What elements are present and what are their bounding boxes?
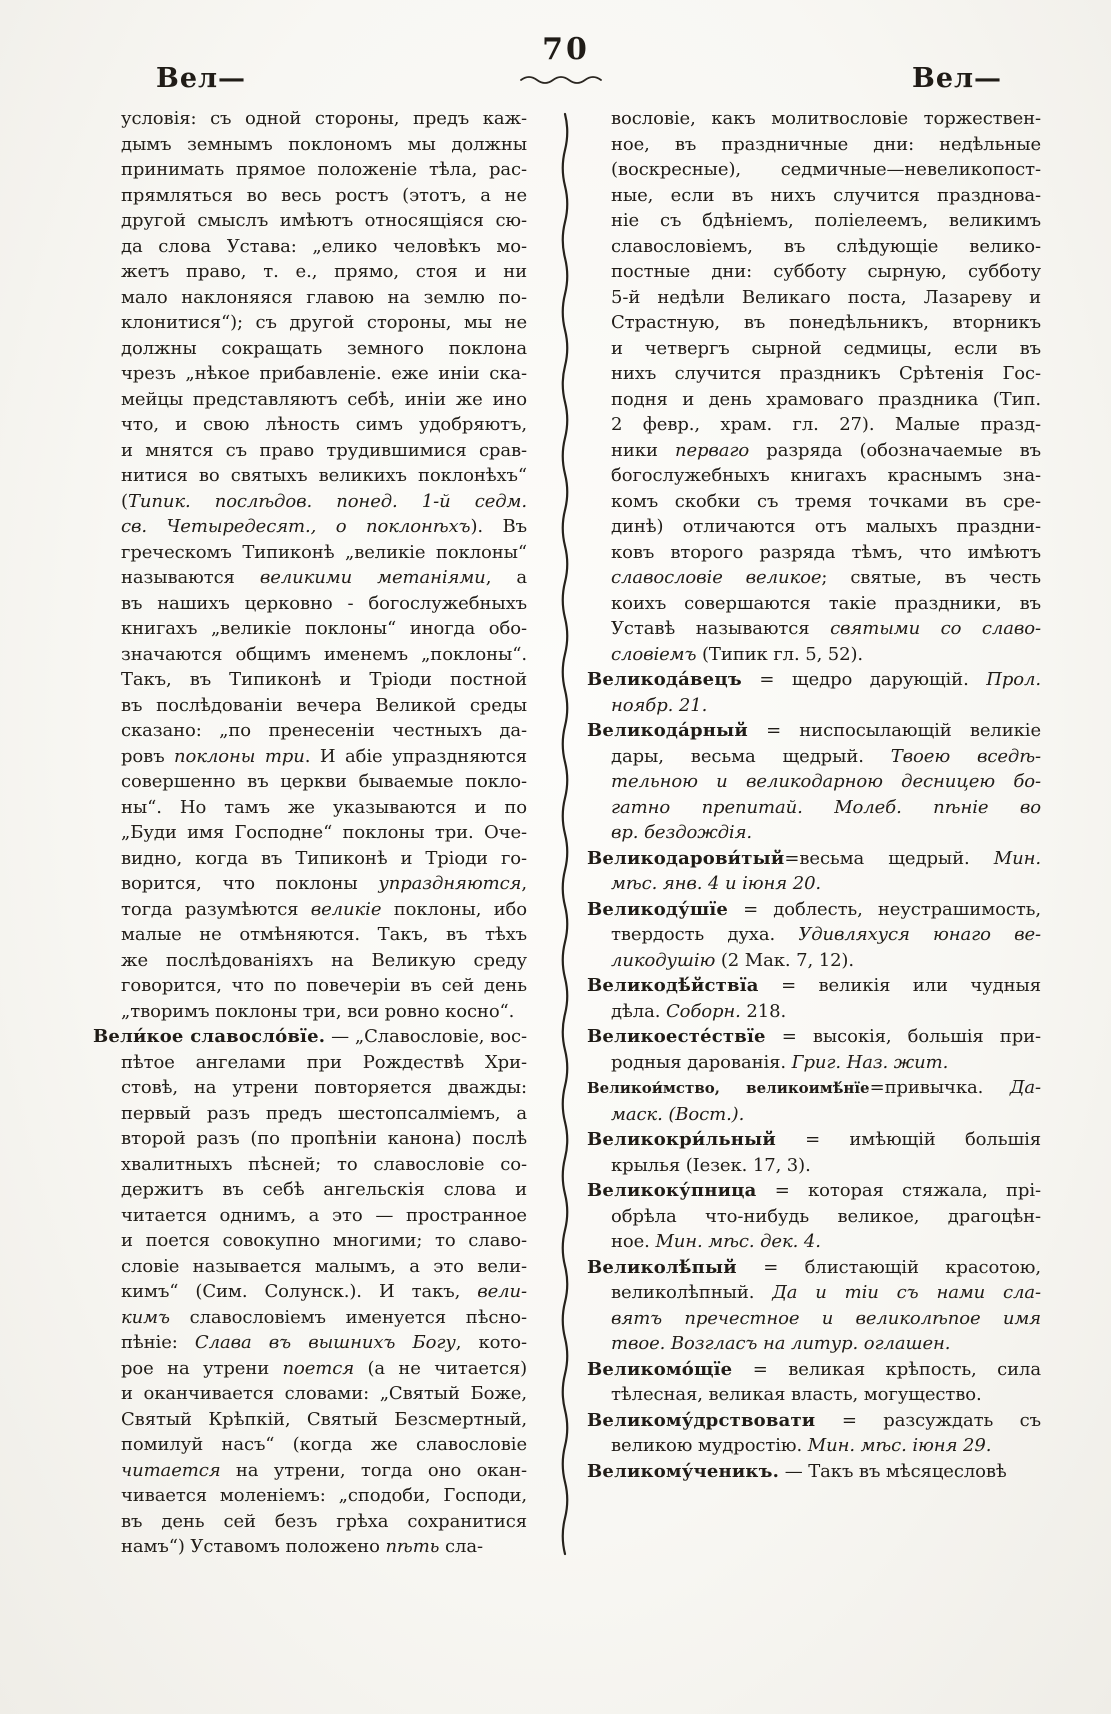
citation-italic: святыми со славо- bbox=[830, 618, 1041, 639]
text-line: намъ“) Уставомъ положено пѣть сла- bbox=[121, 1536, 483, 1557]
page-number: 70 bbox=[542, 32, 590, 67]
citation-italic: поклоны три bbox=[174, 745, 305, 767]
text-line: ковъ второго разряда тѣмъ, что имѣютъ bbox=[611, 541, 1041, 563]
paragraph-block bbox=[587, 106, 1041, 667]
headword: Великои́мство, великоимѣ́нїе bbox=[587, 1079, 870, 1097]
text-line: читается однимъ, а это — пространное bbox=[121, 1204, 527, 1226]
text-line: Великода́вецъ = щедро дарующій. Прол. bbox=[587, 669, 1041, 690]
text-line: ные, если въ нихъ случится празднова- bbox=[611, 184, 1041, 206]
citation-italic: Удивляхуся юнаго ве- bbox=[798, 924, 1041, 945]
citation-italic: кимъ bbox=[121, 1306, 170, 1328]
text-line: ное. Мин. мѣс. дек. 4. bbox=[611, 1231, 821, 1252]
text-line: рое на утрени поется (а не читается) bbox=[121, 1357, 527, 1379]
text-line: Великода́рный = ниспосылающій великіе bbox=[587, 720, 1041, 741]
text-line: въ день сей безъ грѣха сохранитися bbox=[121, 1510, 527, 1532]
entry-block bbox=[587, 1178, 1041, 1255]
text-line: дѣла. Соборн. 218. bbox=[611, 1000, 787, 1022]
running-head-left: Вел— bbox=[156, 63, 247, 94]
text-line: греческомъ Типиконѣ „великіе поклоны“ bbox=[121, 541, 527, 563]
text-line bbox=[587, 820, 1041, 846]
headword: Великолѣ́пый bbox=[587, 1256, 737, 1278]
headword: Великодѣ́йствїа bbox=[587, 975, 759, 996]
text-line: и поется совокупно многими; то славо- bbox=[121, 1230, 527, 1251]
citation-italic: читается bbox=[121, 1459, 221, 1481]
text-line: Страстную, въ понедѣльникъ, вторникъ bbox=[611, 312, 1041, 333]
text-line: мейцы представляютъ себѣ, иніи же ино bbox=[121, 388, 527, 410]
text-line: словіемъ (Типик гл. 5, 52). bbox=[611, 643, 864, 665]
headword: Великоку́пница bbox=[587, 1180, 757, 1201]
text-line: Великому́ченикъ. — Такъ въ мѣсяцесловѣ bbox=[587, 1460, 1007, 1482]
citation-italic: Григ. Наз. жит. bbox=[791, 1051, 949, 1073]
text-line: и мнятся съ право трудившимися срав- bbox=[121, 439, 527, 461]
text-line: обрѣла что-нибудь великое, драгоцѣн- bbox=[611, 1205, 1041, 1227]
text-line bbox=[587, 769, 1041, 795]
text-line: родныя дарованія. Григ. Наз. жит. bbox=[611, 1051, 949, 1073]
citation-italic: Прол. bbox=[986, 669, 1041, 690]
text-line: въ нашихъ церковно - богослужебныхъ bbox=[121, 592, 527, 614]
text-line: чрезъ „нѣкое прибавленіе. еже иніи ска- bbox=[121, 363, 527, 384]
text-line bbox=[587, 795, 1041, 821]
text-line: же послѣдованіяхъ на Великую среду bbox=[121, 949, 527, 971]
citation-italic: твое. Возгласъ на литур. оглашен. bbox=[611, 1333, 951, 1354]
citation-italic: тельною и великодарною десницею бо- bbox=[611, 771, 1041, 792]
text-line: кимъ“ (Сим. Солунск.). И такъ, вели- bbox=[121, 1281, 527, 1302]
entry-block bbox=[93, 1024, 527, 1560]
citation-italic: Твоею вседѣ- bbox=[890, 745, 1041, 767]
text-line: твердость духа. Удивляхуся юнаго ве- bbox=[611, 924, 1041, 945]
entry-block bbox=[587, 1408, 1041, 1459]
text-line: пѣніе: Слава въ вышнихъ Богу, кото- bbox=[121, 1332, 527, 1353]
text-line: комъ скобки съ тремя точками въ сре- bbox=[611, 490, 1041, 512]
citation-italic: упраздняются bbox=[378, 873, 522, 894]
entry-block bbox=[587, 1075, 1041, 1127]
text-line: „творимъ поклоны три, вси ровно косно“. bbox=[121, 1000, 515, 1022]
entry-block bbox=[587, 1255, 1041, 1357]
text-line: пѣтое ангелами при Рождествѣ Хри- bbox=[121, 1051, 527, 1073]
text-line: 2 февр., храм. гл. 27). Малые празд- bbox=[611, 414, 1041, 435]
text-line: говорится, что по повечеріи въ сей день bbox=[121, 975, 527, 996]
text-line bbox=[587, 1102, 1041, 1128]
text-line: Великоесте́ствїе = высокія, большія при- bbox=[587, 1026, 1041, 1047]
text-line: динѣ) отличаются отъ малыхъ праздни- bbox=[611, 516, 1041, 537]
headword: Великому́дрствовати bbox=[587, 1409, 816, 1431]
text-line: держитъ въ себѣ ангельскія слова и bbox=[121, 1179, 527, 1200]
text-line: ники перваго разряда (обозначаемые въ bbox=[611, 439, 1041, 461]
citation-italic: великіе bbox=[310, 898, 382, 920]
citation-italic: Да и тіи съ нами сла- bbox=[772, 1282, 1041, 1303]
citation-italic: перваго bbox=[674, 439, 750, 461]
citation-italic: Типик. послѣдов. понед. 1-й седм. bbox=[127, 490, 527, 512]
text-line: (воскресные), седмичные—невеликопост- bbox=[611, 159, 1041, 180]
text-line: и оканчивается словами: „Святый Боже, bbox=[121, 1383, 527, 1404]
headword: Вели́кое славосло́вїе. bbox=[93, 1026, 326, 1047]
headword: Великоду́шїе bbox=[587, 898, 729, 920]
text-line: чивается моленіемъ: „сподоби, Господи, bbox=[121, 1485, 527, 1506]
text-line: читается на утрени, тогда оно окан- bbox=[121, 1459, 527, 1481]
entry-block bbox=[587, 1127, 1041, 1178]
citation-italic: поется bbox=[282, 1357, 355, 1379]
text-line: славословіе великое; святые, въ честь bbox=[611, 567, 1041, 588]
text-line: прямляться во весь ростъ (этотъ, а не bbox=[121, 184, 527, 206]
text-line: ликодушію (2 Мак. 7, 12). bbox=[611, 949, 854, 971]
entry-block bbox=[587, 973, 1041, 1024]
headword: Великому́ченикъ. bbox=[587, 1460, 780, 1482]
citation-italic: мѣс. янв. 4 и іюня 20. bbox=[611, 873, 822, 894]
text-line: въ послѣдованіи вечера Великой среды bbox=[121, 694, 527, 716]
text-line bbox=[587, 1331, 1041, 1357]
citation-italic: вр. бездождія. bbox=[611, 822, 753, 843]
text-line: Великолѣ́пый = блистающій красотою, bbox=[587, 1256, 1041, 1278]
column-right bbox=[587, 106, 1041, 1484]
text-line: стовѣ, на утрени повторяется дважды: bbox=[121, 1077, 527, 1098]
text-line: ны“. Но тамъ же указываются и по bbox=[121, 796, 527, 818]
text-line: вословіе, какъ молитвословіе торжествен- bbox=[611, 108, 1041, 129]
text-line: 5-й недѣли Великаго поста, Лазареву и bbox=[611, 286, 1041, 308]
text-line: да слова Устава: „елико человѣкъ мо- bbox=[121, 235, 527, 257]
text-line: ное, въ праздничные дни: недѣльные bbox=[611, 133, 1041, 155]
text-line: клонитися“); съ другой стороны, мы не bbox=[121, 312, 527, 333]
text-line: ворится, что поклоны упраздняются, bbox=[121, 873, 527, 894]
text-line: нихъ случится праздникъ Срѣтенія Гос- bbox=[611, 363, 1041, 384]
entry-block bbox=[587, 1459, 1041, 1485]
text-line: Великоду́шїе = доблесть, неустрашимость, bbox=[587, 898, 1041, 920]
text-line: и четвергъ сырной седмицы, если въ bbox=[611, 337, 1041, 359]
citation-italic: великими метаніями bbox=[259, 567, 486, 588]
citation-italic: маск. (Вост.). bbox=[611, 1103, 745, 1125]
text-line: Великокри́льный = имѣющій большія bbox=[587, 1129, 1041, 1150]
entry-block bbox=[587, 667, 1041, 718]
entry-block bbox=[587, 1357, 1041, 1408]
citation-italic: словіемъ bbox=[611, 643, 697, 665]
text-line: другой смыслъ имѣютъ относящіяся сю- bbox=[121, 210, 527, 231]
headword: Великомо́щїе bbox=[587, 1358, 733, 1380]
text-line bbox=[587, 693, 1041, 719]
column-left bbox=[93, 106, 527, 1560]
headword: Великокри́льный bbox=[587, 1129, 776, 1150]
text-line: крылья (Іезек. 17, 3). bbox=[611, 1154, 811, 1176]
citation-italic: Мин. bbox=[993, 847, 1041, 869]
text-line: великою мудростію. Мин. мѣс. іюня 29. bbox=[611, 1435, 992, 1456]
text-line: великолѣпный. Да и тіи съ нами сла- bbox=[611, 1282, 1041, 1303]
entry-block bbox=[587, 897, 1041, 974]
column-divider bbox=[558, 112, 572, 1560]
text-line: Великодарови́тый=весьма щедрый. Мин. bbox=[587, 847, 1041, 869]
citation-italic: Слава въ вышнихъ Богу bbox=[194, 1332, 456, 1353]
text-line: Великодѣ́йствїа = великія или чудныя bbox=[587, 975, 1041, 996]
headword: Великода́рный bbox=[587, 720, 748, 741]
running-head-right: Вел— bbox=[912, 63, 1003, 94]
text-line: второй разъ (по пропѣніи канона) послѣ bbox=[121, 1128, 527, 1149]
text-line: „Буди имя Господне“ поклоны три. Оче- bbox=[121, 822, 527, 843]
citation-italic: Соборн. bbox=[665, 1000, 741, 1022]
headword: Великода́вецъ bbox=[587, 669, 742, 690]
text-line: ніе съ бдѣніемъ, поліелеемъ, великимъ bbox=[611, 210, 1041, 231]
text-line: хвалитныхъ пѣсней; то славословіе со- bbox=[121, 1153, 527, 1175]
headword: Великоесте́ствїе bbox=[587, 1026, 766, 1047]
entry-block bbox=[587, 846, 1041, 897]
text-line: должны сокращать земного поклона bbox=[121, 337, 527, 359]
citation-italic: гатно препитай. Молеб. пѣніе во bbox=[611, 796, 1041, 818]
citation-italic: Мин. мѣс. дек. 4. bbox=[655, 1231, 821, 1252]
text-line: Великому́дрствовати = разсуждать съ bbox=[587, 1409, 1041, 1431]
text-line: Вели́кое славосло́вїе. — „Славословіе, вос- bbox=[93, 1026, 527, 1047]
text-line: (Типик. послѣдов. понед. 1-й седм. bbox=[121, 490, 527, 512]
text-line: сказано: „по пренесеніи честныхъ да- bbox=[121, 720, 527, 741]
citation-italic: Мин. мѣс. іюня 29. bbox=[807, 1435, 992, 1456]
text-line: кимъ славословіемъ именуется пѣсно- bbox=[121, 1306, 527, 1328]
text-line: книгахъ „великіе поклоны“ иногда обо- bbox=[121, 618, 527, 639]
text-line: значаются общимъ именемъ „поклоны“. bbox=[121, 643, 527, 665]
text-line: малые не отмѣняются. Такъ, въ тѣхъ bbox=[121, 924, 527, 945]
citation-italic: св. Четыредесят., о поклонѣхъ bbox=[121, 516, 471, 537]
text-line: славословіемъ, въ слѣдующіе велико- bbox=[611, 235, 1041, 257]
text-line: Такъ, въ Типиконѣ и Тріоди постной bbox=[121, 669, 527, 690]
text-line: подня и день храмоваго праздника (Тип. bbox=[611, 388, 1041, 410]
citation-italic: ноябр. 21. bbox=[611, 694, 708, 716]
text-line: Великои́мство, великоимѣ́нїе=привычка. Да- bbox=[587, 1077, 1041, 1098]
text-line: св. Четыредесят., о поклонѣхъ). Въ bbox=[121, 516, 527, 537]
citation-italic: ликодушію bbox=[611, 949, 716, 971]
text-line: принимать прямое положеніе тѣла, рас- bbox=[121, 159, 527, 180]
text-line: нитися во святыхъ великихъ поклонѣхъ“ bbox=[121, 465, 527, 486]
text-line: тѣлесная, великая власть, могущество. bbox=[611, 1384, 982, 1405]
text-line: Святый Крѣпкій, Святый Безсмертный, bbox=[121, 1408, 527, 1430]
text-line: видно, когда въ Типиконѣ и Тріоди го- bbox=[121, 847, 527, 869]
text-line: словіе называется малымъ, а это вели- bbox=[121, 1255, 527, 1277]
text-line bbox=[587, 1306, 1041, 1332]
text-line: Уставѣ называются святыми со славо- bbox=[611, 618, 1041, 639]
page-number-underline bbox=[518, 74, 614, 86]
text-line bbox=[587, 871, 1041, 897]
citation-italic: Да- bbox=[1009, 1077, 1041, 1098]
text-line: первый разъ предъ шестопсалміемъ, а bbox=[121, 1102, 527, 1124]
text-line: жетъ право, т. е., прямо, стоя и ни bbox=[121, 261, 527, 282]
text-line: условія: съ одной стороны, предъ каж- bbox=[121, 108, 527, 129]
paragraph-block bbox=[93, 106, 527, 1024]
text-line: называются великими метаніями, а bbox=[121, 567, 527, 588]
citation-italic: пѣть bbox=[385, 1536, 440, 1557]
headword: Великодарови́тый bbox=[587, 847, 785, 869]
text-line: помилуй насъ“ (когда же славословіе bbox=[121, 1434, 527, 1455]
text-line: богослужебныхъ книгахъ краснымъ зна- bbox=[611, 465, 1041, 486]
text-line: Великоку́пница = которая стяжала, прі- bbox=[587, 1180, 1041, 1201]
text-line: коихъ совершаются такіе праздники, въ bbox=[611, 592, 1041, 614]
entry-block bbox=[587, 1024, 1041, 1075]
citation-italic: вятъ пречестное и великолѣпое имя bbox=[611, 1307, 1041, 1329]
text-line: совершенно въ церкви бываемые покло- bbox=[121, 771, 527, 792]
text-line: что, и свою лѣность симъ удобряютъ, bbox=[121, 414, 527, 435]
text-line: дымъ земнымъ поклономъ мы должны bbox=[121, 133, 527, 155]
citation-italic: славословіе великое bbox=[611, 567, 822, 588]
text-line: тогда разумѣются великіе поклоны, ибо bbox=[121, 898, 527, 920]
text-line: Великомо́щїе = великая крѣпость, сила bbox=[587, 1358, 1041, 1380]
text-line: дары, весьма щедрый. Твоею вседѣ- bbox=[611, 745, 1041, 767]
text-line: постные дни: субботу сырную, субботу bbox=[611, 261, 1041, 282]
citation-italic: вели- bbox=[477, 1281, 527, 1302]
entry-block bbox=[587, 718, 1041, 846]
text-line: ровъ поклоны три. И абіе упраздняются bbox=[121, 745, 527, 767]
text-line: мало наклоняяся главою на землю по- bbox=[121, 286, 527, 308]
